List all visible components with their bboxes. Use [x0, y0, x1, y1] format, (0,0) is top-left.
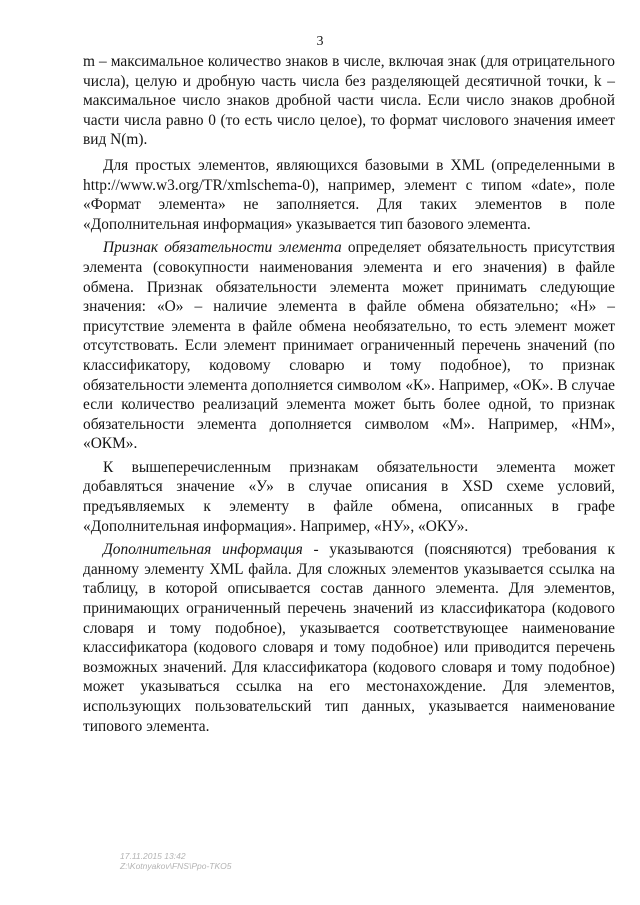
paragraph-lead-mandatory-flag: Признак обязательности элемента: [103, 239, 342, 257]
paragraph-conditional-flag: [83, 458, 615, 536]
print-stamp: [120, 851, 231, 871]
paragraph-additional-info: [83, 540, 615, 736]
print-stamp-path: Z:\Kotnyakov\FNS\Ppo-TKO5: [120, 861, 232, 871]
paragraph-text: - указываются (поясняются) требования к данному элементу XML файла. Для сложных элементов указывается ссылка на таблицу, в которой описывается состав данного элемента. Для элементов, принимающих ограниченный перечень значений из классификатора (кодового словаря и тому подобное), указывается соответствующее наименование классификатора (кодового словаря и тому подобное) или приводится перечень возможных значений. Для классификатора (кодового словаря и тому подобное) может указываться ссылка на его местонахождение. Для элементов, использующих пользовательский тип данных, указывается наименование типового элемента.: [83, 541, 615, 735]
paragraph-format-definition: [83, 52, 615, 150]
page-number: 3: [316, 34, 324, 49]
paragraph-text: Для простых элементов, являющихся базовыми в XML (определенными в http://www.w3.org/TR/xmlschema-0), например, элемент с типом «date», поле «Формат элемента» не заполняется. Для таких элементов в поле «Дополнительная информация» указывается тип базового элемента.: [83, 156, 615, 233]
paragraph-text: определяет обязательность присутствия элемента (совокупности наименования элемента и его значения) в файле обмена. Признак обязательности элемента может принимать следующие значения: «О» – наличие элемента в файле обмена обязательно; «Н» – присутствие элемента в файле обмена необязательно, то есть элемент может отсутствовать. Если элемент принимает ограниченный перечень значений (по классификатору, кодовому словарю и тому подобное), то признак обязательности элемента дополняется символом «К». Например, «ОК». В случае если количество реализаций элемента может быть более одной, то признак обязательности элемента дополняется символом «М». Например, «НМ», «ОКМ».: [83, 239, 615, 453]
paragraph-text: m – максимальное количество знаков в числе, включая знак (для отрицательного числа), целую и дробную часть числа без разделяющей десятичной точки, k – максимальное число знаков дробной части числа. Если число знаков дробной части числа равно 0 (то есть число целое), то формат числового значения имеет вид N(m).: [83, 53, 615, 149]
paragraph-mandatory-flag: [83, 238, 615, 454]
print-stamp-date: 17.11.2015 13:42: [120, 851, 186, 861]
paragraph-text: К вышеперечисленным признакам обязательности элемента может добавляться значение «У» в случае описания в XSD схеме условий, предъявляемых к элементу в файле обмена, описанных в графе «Дополнительная информация». Например, «НУ», «ОКУ».: [83, 458, 615, 535]
body-text: [83, 52, 615, 736]
paragraph-lead-additional-info: Дополнительная информация: [103, 541, 303, 559]
paragraph-simple-elements: [83, 156, 615, 234]
